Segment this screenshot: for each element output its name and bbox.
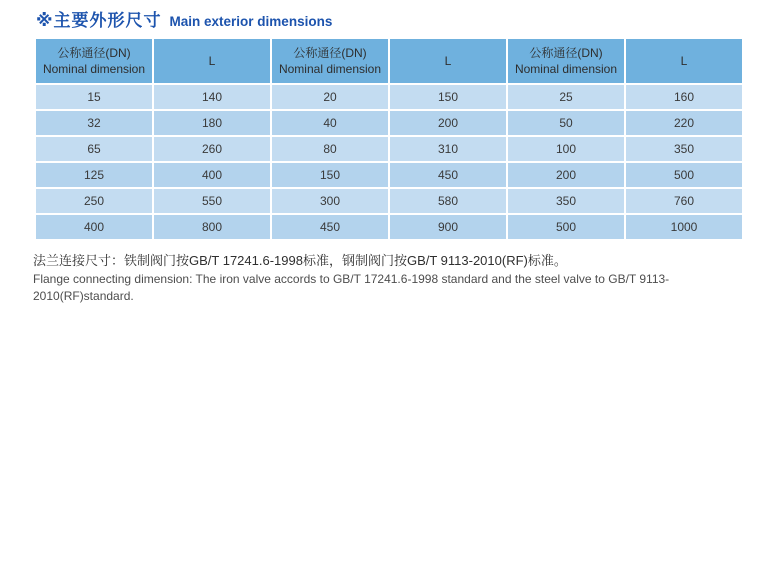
column-header-l-3 [626,39,742,83]
table-cell: 20 [272,85,388,109]
table-cell: 760 [626,189,742,213]
table-cell: 160 [626,85,742,109]
table-cell: 900 [390,215,506,239]
table-cell: 400 [36,215,152,239]
table-cell: 500 [626,163,742,187]
header-label-en: Nominal dimension [278,62,382,76]
table-cell: 250 [36,189,152,213]
table-cell: 580 [390,189,506,213]
table-row [36,163,742,187]
header-label-en: Nominal dimension [42,62,146,76]
column-header-nominal-dimension-2 [272,39,388,83]
table-cell: 40 [272,111,388,135]
table-cell: 200 [390,111,506,135]
table-row [36,215,742,239]
table-cell: 15 [36,85,152,109]
table-row [36,137,742,161]
table-cell: 1000 [626,215,742,239]
table-cell: 400 [154,163,270,187]
table-cell: 125 [36,163,152,187]
table-row [36,189,742,213]
table-cell: 450 [272,215,388,239]
table-cell: 50 [508,111,624,135]
column-header-nominal-dimension-3 [508,39,624,83]
table-cell: 150 [390,85,506,109]
column-header-nominal-dimension-1 [36,39,152,83]
table-cell: 450 [390,163,506,187]
table-row [36,85,742,109]
table-header-row [36,39,742,83]
footnote-zh: 法兰连接尺寸：铁制阀门按GB/T 17241.6-1998标准，钢制阀门按GB/T 9113-2010(RF)标准。 [33,253,567,268]
table-cell: 32 [36,111,152,135]
page-title-zh: ※主要外形尺寸 [36,11,162,30]
table-cell: 140 [154,85,270,109]
footnote [33,252,763,306]
table-row [36,111,742,135]
table-cell: 260 [154,137,270,161]
column-header-l-2 [390,39,506,83]
page-title-en: Main exterior dimensions [169,14,333,29]
page-title [36,6,332,31]
table-cell: 150 [272,163,388,187]
footnote-en: Flange connecting dimension: The iron valve accords to GB/T 17241.6-1998 standard and the steel valve to GB/T 9113-2010(RF)standard. [33,271,670,304]
table-cell: 550 [154,189,270,213]
table-cell: 100 [508,137,624,161]
dimensions-table [34,37,744,241]
header-label-zh: 公称通径(DN) [57,45,131,60]
header-label-en: Nominal dimension [514,62,618,76]
table-cell: 800 [154,215,270,239]
column-header-l-1 [154,39,270,83]
table-cell: 200 [508,163,624,187]
table-cell: 220 [626,111,742,135]
table-cell: 80 [272,137,388,161]
header-label-l: L [208,53,216,68]
table-cell: 500 [508,215,624,239]
table-cell: 25 [508,85,624,109]
table-cell: 310 [390,137,506,161]
header-label-zh: 公称通径(DN) [529,45,603,60]
header-label-l: L [680,53,688,68]
header-label-l: L [444,53,452,68]
table-cell: 65 [36,137,152,161]
table-cell: 180 [154,111,270,135]
table-cell: 300 [272,189,388,213]
header-label-zh: 公称通径(DN) [293,45,367,60]
table-cell: 350 [508,189,624,213]
table-cell: 350 [626,137,742,161]
